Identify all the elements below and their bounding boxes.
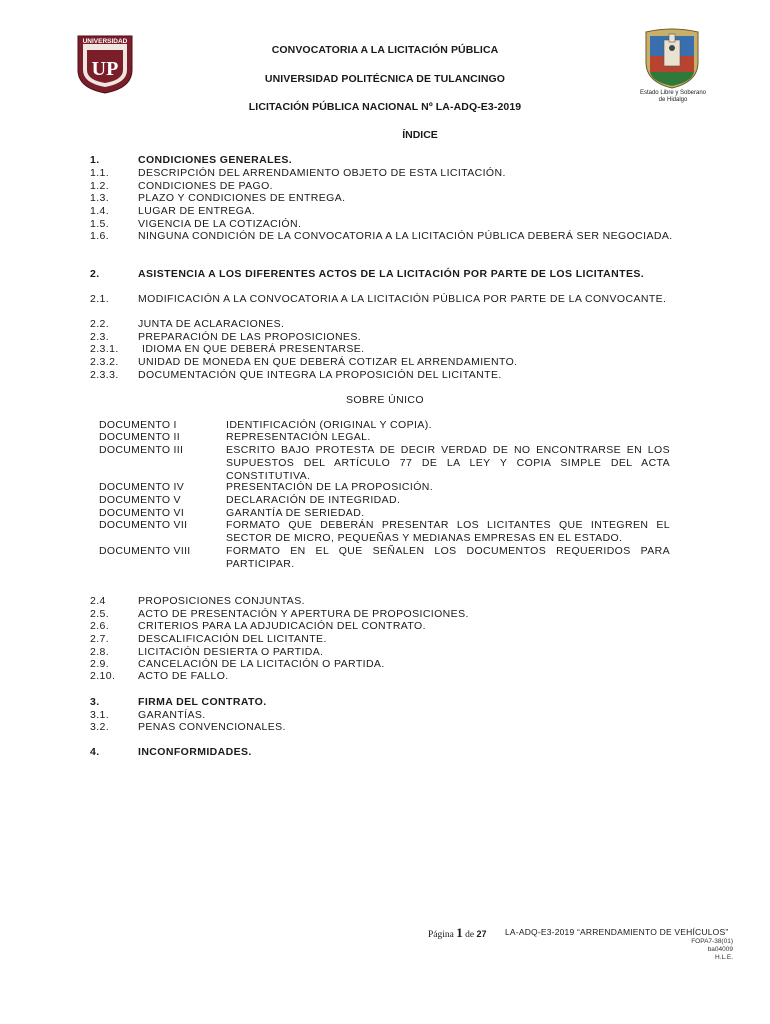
item-number: 3.1. [90,709,110,721]
item-text: UNIDAD DE MONEDA EN QUE DEBERÁ COTIZAR EL ARRENDAMIENTO. [138,356,518,368]
item-number: 2.4 [90,595,106,607]
logo-lettering: UNIVERSIDAD [82,38,128,45]
document-label: DOCUMENTO VI [99,507,185,519]
item-number: 2.7. [90,633,110,645]
item-text: LICITACIÓN DESIERTA O PARTIDA. [138,646,324,658]
section-title: INCONFORMIDADES. [138,746,252,758]
item-text: GARANTÍAS. [138,709,206,721]
page-indicator [428,925,486,941]
doc-title-line-1: CONVOCATORIA A LA LICITACIÓN PÚBLICA [271,44,499,56]
item-number: 2.9. [90,658,110,670]
item-number: 2.3.1. [90,343,119,355]
seal-caption-line-2: de Hidalgo [658,97,688,103]
item-text: JUNTA DE ACLARACIONES. [138,318,285,330]
seal-caption-line-1: Estado Libre y Soberano [639,90,707,96]
footer-code-3: H.L.E. [714,954,733,961]
item-number: 1.4. [90,205,110,217]
logo-monogram: UP [91,58,119,80]
document-text: FORMATO EN EL QUE SEÑALEN LOS DOCUMENTOS REQUERIDOS PARA PARTICIPAR. [226,545,670,570]
footer-code-2: ba04009 [707,946,733,953]
of-word: de [465,930,475,940]
page-word: Página [428,930,454,940]
sobre-title: SOBRE ÚNICO [346,394,424,406]
item-text: IDIOMA EN QUE DEBERÁ PRESENTARSE. [142,343,365,355]
index-title: ÍNDICE [402,129,438,141]
item-text: ACTO DE PRESENTACIÓN Y APERTURA DE PROPOSICIONES. [138,608,469,620]
item-number: 1.5. [90,218,110,230]
item-text: PLAZO Y CONDICIONES DE ENTREGA. [138,192,346,204]
item-number: 2.8. [90,646,110,658]
page-number: 1 [456,925,463,940]
section-title: FIRMA DEL CONTRATO. [138,696,267,708]
item-text: VIGENCIA DE LA COTIZACIÓN. [138,218,302,230]
item-number: 2.6. [90,620,110,632]
document-label: DOCUMENTO VIII [99,545,191,557]
section-title: CONDICIONES GENERALES. [138,154,293,166]
item-number: 1.1. [90,167,110,179]
item-number: 2.1. [90,293,110,305]
document-label: DOCUMENTO I [99,419,177,431]
item-text: MODIFICACIÓN A LA CONVOCATORIA A LA LICITACIÓN PÚBLICA POR PARTE DE LA CONVOCANTE. [138,293,667,305]
document-label: DOCUMENTO II [99,431,180,443]
footer-code-1: FOPA7-38(01) [691,938,733,945]
item-number: 2.10. [90,670,116,682]
page-total: 27 [476,929,487,939]
item-number: 2.3. [90,331,110,343]
document-label: DOCUMENTO VII [99,519,188,531]
item-number: 2.3.3. [90,369,119,381]
footer-reference: LA-ADQ-E3-2019 “ARRENDAMIENTO DE VEHÍCULOS” [505,927,729,937]
document-label: DOCUMENTO V [99,494,181,506]
document-text: ESCRITO BAJO PROTESTA DE DECIR VERDAD DE NO ENCONTRARSE EN LOS SUPUESTOS DEL ARTÍCULO 77 DE LA LEY Y COPIA SIMPLE DEL ACTA CONSTITUTIVA. [226,444,670,482]
item-text: PREPARACIÓN DE LAS PROPOSICIONES. [138,331,362,343]
item-text: PENAS CONVENCIONALES. [138,721,286,733]
item-text: CANCELACIÓN DE LA LICITACIÓN O PARTIDA. [138,658,385,670]
item-text: PROPOSICIONES CONJUNTAS. [138,595,305,607]
document-label: DOCUMENTO IV [99,481,185,493]
document-text: PRESENTACIÓN DE LA PROPOSICIÓN. [226,481,434,493]
doc-title-line-2: UNIVERSIDAD POLITÉCNICA DE TULANCINGO [264,73,506,85]
item-number: 2.3.2. [90,356,119,368]
item-text: LUGAR DE ENTREGA. [138,205,256,217]
doc-title-line-3: LICITACIÓN PÚBLICA NACIONAL Nº LA-ADQ-E3-2019 [248,101,522,113]
section-title: ASISTENCIA A LOS DIFERENTES ACTOS DE LA LICITACIÓN POR PARTE DE LOS LICITANTES. [138,268,645,280]
item-number: 1.3. [90,192,110,204]
document-text: GARANTÍA DE SERIEDAD. [226,507,365,519]
item-number: 1.2. [90,180,110,192]
item-number: 3.2. [90,721,110,733]
section-number: 2. [90,268,100,280]
document-text: IDENTIFICACIÓN (ORIGINAL Y COPIA). [226,419,432,431]
document-text: DECLARACIÓN DE INTEGRIDAD. [226,494,401,506]
item-text: CRITERIOS PARA LA ADJUDICACIÓN DEL CONTRATO. [138,620,426,632]
item-number: 1.6. [90,230,110,242]
item-text: DOCUMENTACIÓN QUE INTEGRA LA PROPOSICIÓN DEL LICITANTE. [138,369,502,381]
item-text: DESCALIFICACIÓN DEL LICITANTE. [138,633,327,645]
section-number: 3. [90,696,100,708]
item-text: ACTO DE FALLO. [138,670,229,682]
section-number: 4. [90,746,100,758]
document-text: FORMATO QUE DEBERÁN PRESENTAR LOS LICITANTES QUE INTEGREN EL SECTOR DE MICRO, PEQUEÑAS Y MEDIANAS EMPRESAS EN EL ESTADO. [226,519,670,544]
item-text: CONDICIONES DE PAGO. [138,180,273,192]
section-number: 1. [90,154,100,166]
item-number: 2.2. [90,318,110,330]
document-label: DOCUMENTO III [99,444,184,456]
item-number: 2.5. [90,608,110,620]
document-text: REPRESENTACIÓN LEGAL. [226,431,371,443]
item-text: DESCRIPCIÓN DEL ARRENDAMIENTO OBJETO DE ESTA LICITACIÓN. [138,167,506,179]
item-text: NINGUNA CONDICIÓN DE LA CONVOCATORIA A LA LICITACIÓN PÚBLICA DEBERÁ SER NEGOCIADA. [138,230,673,242]
